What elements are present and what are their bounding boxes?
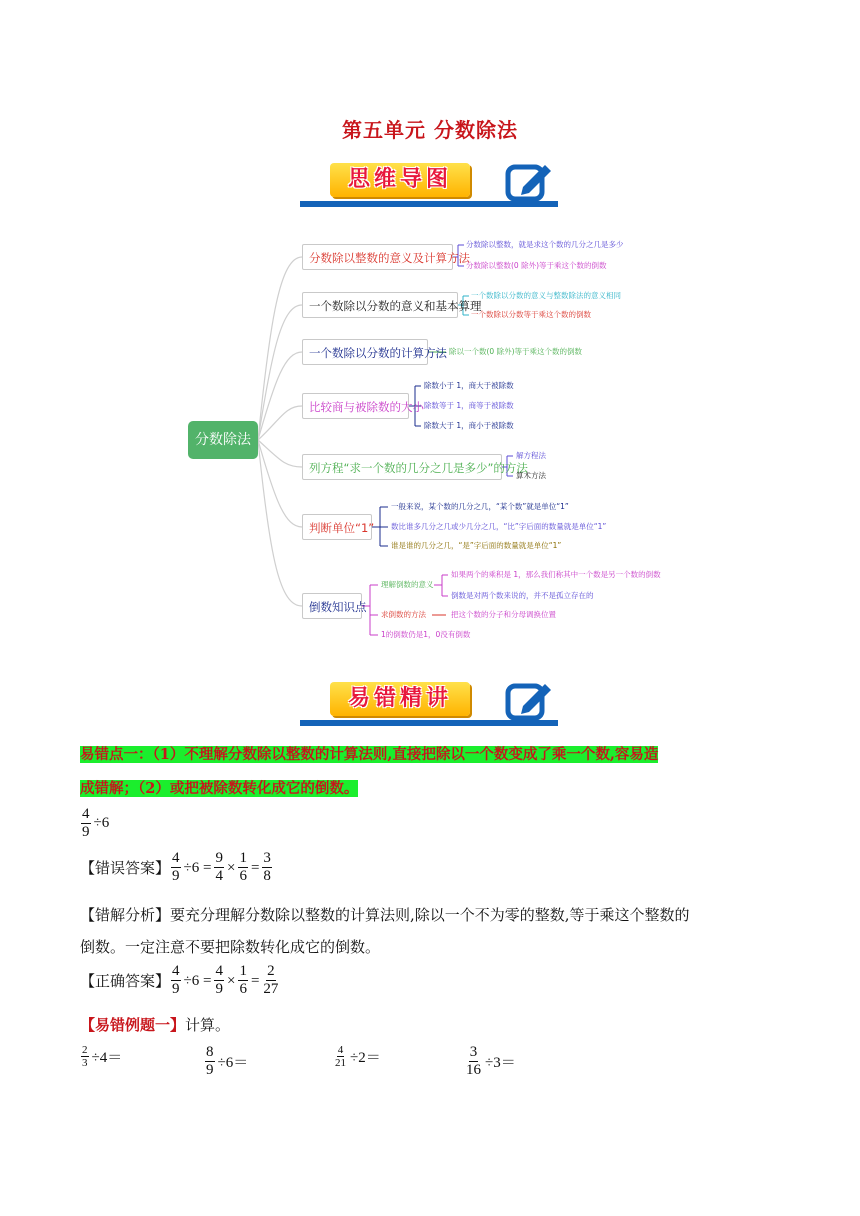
- banner-title: 易错精讲: [330, 682, 470, 716]
- numerator: 4: [215, 963, 223, 979]
- denominator: 6: [239, 868, 247, 884]
- denominator: 21: [335, 1057, 346, 1069]
- mindmap-root: 分数除法: [188, 421, 258, 459]
- error-banner: [300, 676, 558, 728]
- exercise-label: 【易错例题一】: [80, 1016, 186, 1034]
- analysis-text-2: 倒数。一定注意不要把除数转化成它的倒数。: [80, 938, 381, 956]
- analysis-text: 要充分理解分数除以整数的计算法则,除以一个不为零的整数,等于乘这个整数的: [170, 906, 690, 924]
- error-analysis: [80, 899, 782, 963]
- mindmap-leaf: 如果两个的乘积是 1，那么我们称其中一个数是另一个数的倒数: [451, 570, 661, 579]
- operator-text: =: [250, 972, 260, 989]
- pencil-icon: [505, 680, 553, 724]
- denominator: 9: [172, 981, 180, 997]
- numerator: 8: [206, 1044, 214, 1060]
- exercise-item-1: [80, 1044, 124, 1069]
- example-expression: [80, 806, 111, 841]
- exercise-instruction: 计算。: [185, 1016, 231, 1034]
- mindmap-subbranch: 1的倒数仍是1，0没有倒数: [381, 630, 471, 639]
- denominator: 6: [239, 981, 247, 997]
- denominator: 8: [263, 868, 271, 884]
- exercise-heading: [80, 1014, 230, 1036]
- operator-text: ×: [226, 972, 236, 989]
- error-point: [80, 738, 782, 806]
- exercise-item-2: [204, 1044, 250, 1079]
- mindmap-leaf: 除数小于 1，商大于被除数: [424, 381, 514, 390]
- operator-text: ÷6 =: [183, 859, 212, 876]
- denominator: 4: [215, 868, 223, 884]
- mindmap-leaf: 倒数是对两个数来说的，并不是孤立存在的: [451, 591, 594, 600]
- denominator: 9: [206, 1062, 214, 1078]
- denominator: 9: [172, 868, 180, 884]
- mindmap-leaf: 分数除以整数(0 除外)等于乘这个数的倒数: [466, 261, 607, 270]
- operator-text: ÷6: [93, 815, 110, 831]
- wrong-answer: [80, 850, 273, 885]
- operator-text: ×: [226, 859, 236, 876]
- operator-text: =: [250, 859, 260, 876]
- mindmap-branch-7: 倒数知识点: [302, 593, 362, 619]
- mindmap-leaf: 除以一个数(0 除外)等于乘这个数的倒数: [449, 347, 583, 356]
- operator-text: ÷6＝: [217, 1055, 249, 1071]
- denominator: 16: [466, 1062, 481, 1078]
- numerator: 9: [215, 850, 223, 866]
- operator-text: ÷2＝: [350, 1050, 381, 1066]
- operator-text: ÷4＝: [91, 1050, 123, 1066]
- numerator: 4: [82, 806, 90, 822]
- numerator: 4: [172, 850, 180, 866]
- error-point-line2: 成错解；（2）或把被除数转化成它的倒数。: [80, 780, 359, 797]
- correct-answer-label: 【正确答案】: [80, 971, 171, 990]
- analysis-label: 【错解分析】: [80, 906, 171, 924]
- mindmap-leaf: 一个数除以分数的意义与整数除法的意义相同: [471, 291, 621, 300]
- banner-title: 思维导图: [330, 163, 470, 197]
- numerator: 4: [337, 1044, 344, 1056]
- mindmap-branch-5: 列方程“求一个数的几分之几是多少”的方法: [302, 454, 502, 480]
- operator-text: ÷6 =: [183, 972, 212, 989]
- mindmap-leaf: 分数除以整数，就是求这个数的几分之几是多少: [466, 240, 624, 249]
- numerator: 1: [239, 963, 247, 979]
- page-title: 第五单元 分数除法: [342, 118, 518, 142]
- numerator: 2: [82, 1044, 88, 1056]
- numerator: 1: [239, 850, 247, 866]
- denominator: 3: [82, 1057, 88, 1069]
- operator-text: ÷3＝: [485, 1055, 516, 1071]
- denominator: 27: [263, 981, 279, 997]
- numerator: 2: [267, 963, 275, 979]
- mindmap-branch-6: 判断单位“1”: [302, 514, 372, 540]
- numerator: 4: [172, 963, 180, 979]
- denominator: 9: [82, 824, 90, 840]
- mindmap-leaf: 数比谁多几分之几或少几分之几，“比”字后面的数量就是单位“1”: [391, 522, 607, 531]
- mindmap-branch-4: 比较商与被除数的大小: [302, 393, 409, 419]
- error-point-line1: 易错点一：（1）不理解分数除以整数的计算法则,直接把除以一个数变成了乘一个数,容易造: [80, 746, 659, 763]
- numerator: 3: [263, 850, 271, 866]
- mindmap-branch-2: 一个数除以分数的意义和基本算理: [302, 292, 458, 318]
- mindmap-leaf: 把这个数的分子和分母调换位置: [451, 610, 556, 619]
- mindmap-leaf: 一般来说，某个数的几分之几，“某个数”就是单位“1”: [391, 502, 569, 511]
- exercise-item-3: [333, 1044, 383, 1069]
- mindmap-branch-1: 分数除以整数的意义及计算方法: [302, 244, 453, 270]
- mindmap-leaf: 解方程法: [516, 451, 546, 460]
- mindmap-leaf: 算术方法: [516, 471, 546, 480]
- mindmap-leaf: 一个数除以分数等于乘这个数的倒数: [471, 310, 591, 319]
- correct-answer: [80, 963, 280, 998]
- denominator: 9: [215, 981, 223, 997]
- mindmap-branch-3: 一个数除以分数的计算方法: [302, 339, 428, 365]
- mindmap-leaf: 除数等于 1，商等于被除数: [424, 401, 514, 410]
- mindmap-leaf: 除数大于 1，商小于被除数: [424, 421, 514, 430]
- mindmap-leaf: 谁是谁的几分之几，“是”字后面的数量就是单位“1”: [391, 541, 562, 550]
- mindmap-subbranch: 理解倒数的意义: [381, 580, 434, 589]
- numerator: 3: [469, 1044, 478, 1060]
- mindmap-subbranch: 求倒数的方法: [381, 610, 426, 619]
- exercise-item-4: [464, 1044, 518, 1079]
- wrong-answer-label: 【错误答案】: [80, 858, 171, 877]
